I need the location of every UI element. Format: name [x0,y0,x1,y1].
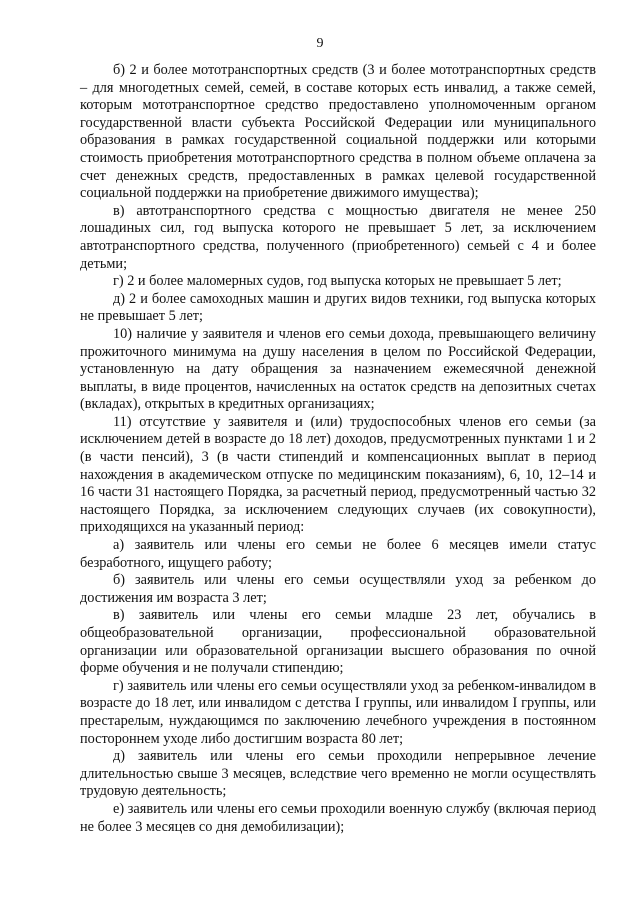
paragraph-10-deposit-interest-income: 10) наличие у заявителя и членов его семьи дохода, превышающего величину прожиточного минимума на душу населения в целом по Российской Федерации, установленную на дату обращения за назначением ежемесячной денежной выплаты, в виде процентов, начисленных на остаток средств на депозитных счетах (вкладах), открытых в кредитных организациях; [80,325,596,413]
paragraph-v-automobile-250hp: в) автотранспортного средства с мощностью двигателя не менее 250 лошадиных сил, год выпуска которого не превышает 5 лет, за исключением автотранспортного средства, полученного (приобретенного) семьей с 4 и более детьми; [80,202,596,272]
paragraph-d-self-propelled-machines: д) 2 и более самоходных машин и других видов техники, год выпуска которых не превышает 5 лет; [80,290,596,325]
paragraph-e-military-service: е) заявитель или члены его семьи проходили военную службу (включая период не более 3 месяцев со дня демобилизации); [80,800,596,835]
paragraph-g-disabled-care: г) заявитель или члены его семьи осуществляли уход за ребенком-инвалидом в возрасте до 18 лет, или инвалидом с детства I группы, или инвалидом I группы, или престарелым, нуждающимся по заключению лечебного учреждения в постоянном постороннем уходе либо достигшим возраста 80 лет; [80,677,596,747]
paragraph-a-unemployed-status: а) заявитель или члены его семьи не более 6 месяцев имели статус безработного, ищущего работу; [80,537,596,571]
page-number: 9 [316,36,324,51]
paragraph-b-child-care: б) заявитель или члены его семьи осуществляли уход за ребенком до достижения им возраста 3 лет; [80,572,596,606]
paragraph-g-small-vessels: г) 2 и более маломерных судов, год выпуска которых не превышает 5 лет; [113,273,562,290]
paragraph-b-motor-vehicles: б) 2 и более мототранспортных средств (3 и более мототранспортных средств – для многодетных семей, семей, в составе которых есть инвалид, а также семей, которым мототранспортное средство предоставлено уполномоченным органом государственной власти субъекта Российской Федерации или муниципального образования в рамках государственной социальной поддержки или которыми стоимость приобретения мототранспортного средства в полном объеме оплачена за счет денежных средств, предоставленных в рамках целевой государственной социальной поддержки на приобретение движимого имущества); [80,62,596,202]
document-body [80,62,596,836]
paragraph-d-continuous-treatment: д) заявитель или члены его семьи проходили непрерывное лечение длительностью свыше 3 месяцев, вследствие чего временно не могли осуществлять трудовую деятельность; [80,748,596,800]
paragraph-v-full-time-study: в) заявитель или члены его семьи младше 23 лет, обучались в общеобразовательной организации, профессиональной образовательной организации или образовательной организации высшего образования по очной форме обучения и не получали стипендию; [80,607,596,677]
paragraph-11-absence-of-income: 11) отсутствие у заявителя и (или) трудоспособных членов его семьи (за исключением детей в возрасте до 18 лет) доходов, предусмотренных пунктами 1 и 2 (в части пенсий), 3 (в части стипендий и компенсационных выплат в период нахождения в академическом отпуске по медицинским показаниям), 6, 10, 12–14 и 16 части 31 настоящего Порядка, за расчетный период, предусмотренный частью 32 настоящего Порядка, за исключением следующих случаев (их совокупности), приходящихся на указанный период: [80,413,596,536]
